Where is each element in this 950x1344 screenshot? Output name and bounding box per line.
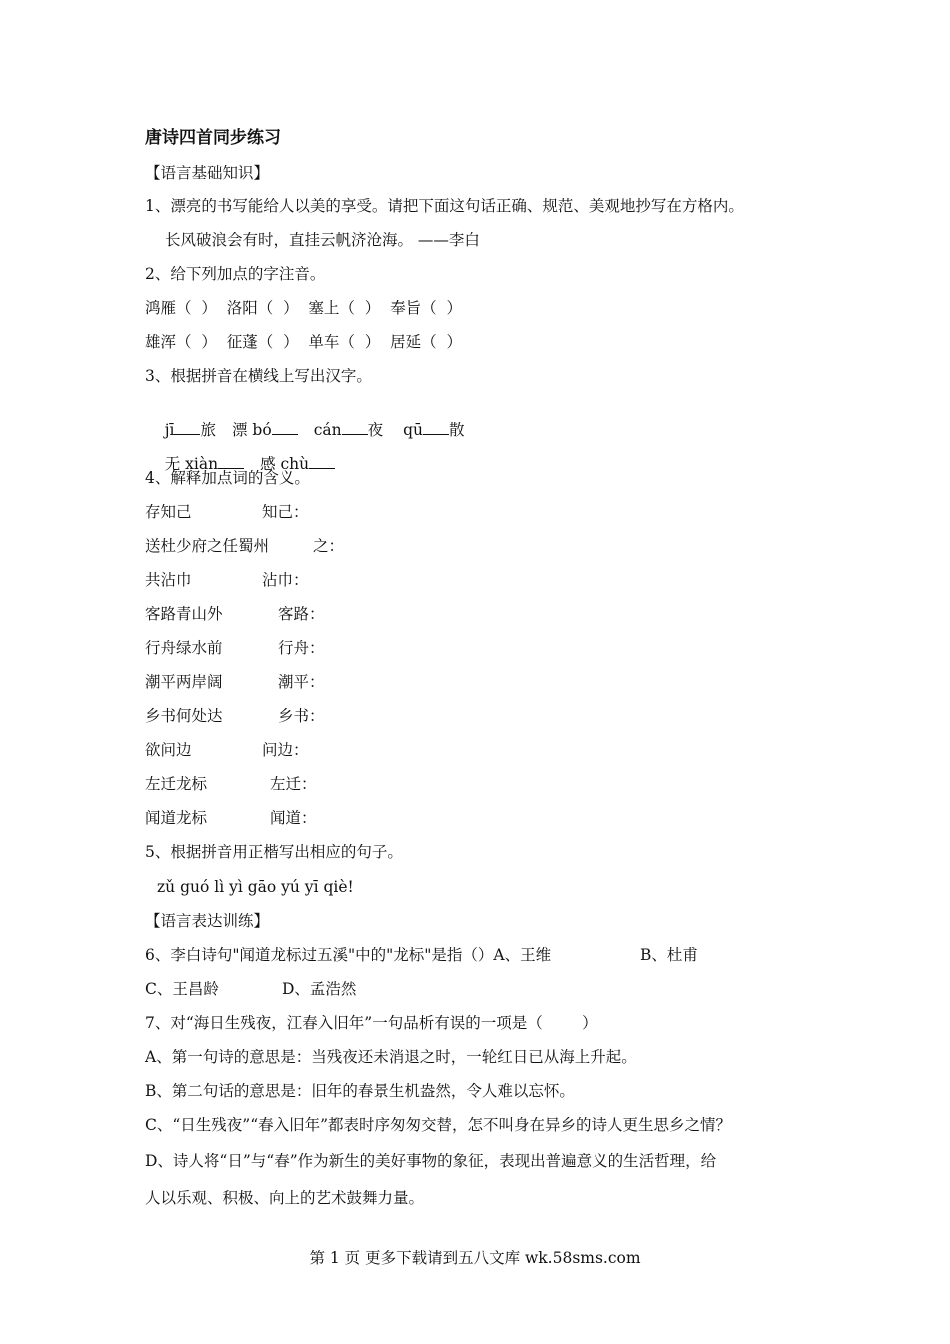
q4-item: 客路青山外 [145, 605, 223, 623]
q4-item-word: 行舟： [278, 639, 325, 657]
question-1-quote: 长风破浪会有时，直挂云帆济沧海。 ——李白 [165, 231, 480, 249]
question-2: 2、给下列加点的字注音。 [145, 265, 326, 283]
page-title: 唐诗四首同步练习 [145, 128, 281, 148]
question-7-option-d-cont: 人以乐观、积极、向上的艺术鼓舞力量。 [145, 1189, 425, 1207]
pinyin-text: 感 chù [260, 455, 310, 473]
pinyin-text: 漂 bó [232, 421, 272, 439]
question-2-row-1: 鸿雁（ ） 洛阳（ ） 塞上（ ） 奉旨（ ） [145, 299, 462, 317]
question-7: 7、对“海日生残夜，江春入旧年”一句品析有误的一项是（ ） [145, 1014, 598, 1032]
q4-item: 送杜少府之任蜀州 [145, 537, 270, 555]
q4-item-word: 问边： [262, 741, 309, 759]
fill-blank[interactable] [272, 420, 298, 435]
question-6-option-c: C、王昌龄 [145, 980, 219, 998]
fill-blank[interactable] [174, 420, 200, 435]
q4-item: 闻道龙标 [145, 809, 208, 827]
q4-item-word: 客路： [278, 605, 325, 623]
q4-item: 乡书何处达 [145, 707, 223, 725]
question-2-row-2: 雄浑（ ） 征蓬（ ） 单车（ ） 居延（ ） [145, 333, 462, 351]
pinyin-text: 夜 [367, 421, 384, 439]
q4-item: 行舟绿水前 [145, 639, 223, 657]
pinyin-text: 旅 [200, 421, 216, 439]
fill-blank[interactable] [309, 454, 335, 469]
question-6: 6、李白诗句"闻道龙标过五溪"中的"龙标"是指（）A、王维 [145, 946, 552, 964]
q4-item-word: 知己： [262, 503, 309, 521]
q4-item-word: 乡书： [278, 707, 325, 725]
page-footer: 第 1 页 更多下载请到五八文库 wk.58sms.com [309, 1249, 641, 1267]
question-5-pinyin: zǔ guó lì yì gāo yú yī qiè! [157, 878, 354, 896]
q4-item: 欲问边 [145, 741, 192, 759]
q4-item-word: 潮平： [278, 673, 325, 691]
q4-item: 存知己 [145, 503, 192, 521]
pinyin-text: 无 xiàn [164, 455, 219, 473]
section-heading-expression: 【语言表达训练】 [145, 912, 270, 930]
question-7-option-c: C、“日生残夜”“春入旧年”都表时序匆匆交替，怎不叫身在异乡的诗人更生思乡之情？ [145, 1116, 732, 1134]
q4-item-word: 闻道： [270, 809, 317, 827]
q4-item-word: 沾巾： [262, 571, 309, 589]
fill-blank[interactable] [218, 454, 244, 469]
fill-blank[interactable] [342, 420, 368, 435]
question-5: 5、根据拼音用正楷写出相应的句子。 [145, 843, 403, 861]
q4-item-word: 左迁： [270, 775, 317, 793]
q4-item-word: 之： [313, 537, 345, 555]
pinyin-text: 散 [449, 421, 465, 439]
question-1: 1、漂亮的书写能给人以美的享受。请把下面这句话正确、规范、美观地抄写在方格内。 [145, 197, 744, 215]
question-6-option-d: D、孟浩然 [282, 980, 357, 998]
pinyin-text: cán [313, 421, 342, 439]
question-3: 3、根据拼音在横线上写出汉字。 [145, 367, 372, 385]
pinyin-text: jī [164, 421, 175, 439]
fill-blank[interactable] [423, 420, 449, 435]
question-7-option-b: B、第二句话的意思是：旧年的春景生机盎然，令人难以忘怀。 [145, 1082, 575, 1100]
pinyin-text: qū [403, 421, 424, 439]
question-6-option-b: B、杜甫 [640, 946, 698, 964]
question-7-option-d: D、诗人将“日”与“春”作为新生的美好事物的象征，表现出普遍意义的生活哲理，给 [145, 1152, 717, 1170]
question-4: 4、解释加点词的含义。 [145, 469, 310, 487]
question-7-option-a: A、第一句诗的意思是：当残夜还未消退之时，一轮红日已从海上升起。 [145, 1048, 637, 1066]
q4-item: 左迁龙标 [145, 775, 208, 793]
q4-item: 潮平两岸阔 [145, 673, 223, 691]
q4-item: 共沾巾 [145, 571, 192, 589]
section-heading-basics: 【语言基础知识】 [145, 164, 270, 182]
